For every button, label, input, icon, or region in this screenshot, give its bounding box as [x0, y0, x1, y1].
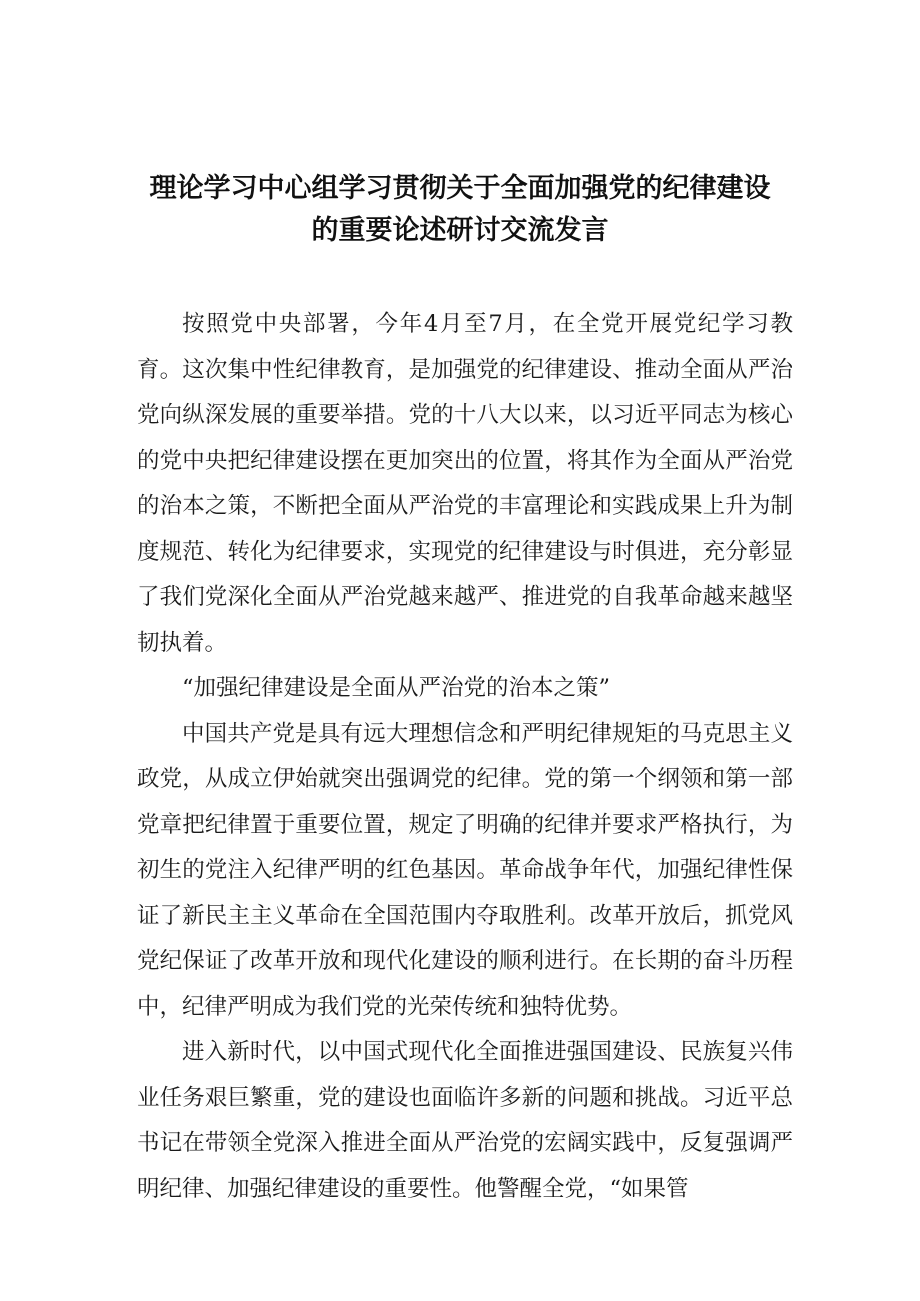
paragraph-new-era: 进入新时代，以中国式现代化全面推进强国建设、民族复兴伟业任务艰巨繁重，党的建设也面临许多新的问题和挑战。习近平总书记在带领全党深入推进全面从严治党的宏阔实践中，反复强调严明纪律、加强纪律建设的重要性。他警醒全党，“如果管: [137, 1039, 793, 1202]
title-line-2: 的重要论述研讨交流发言: [311, 215, 609, 246]
paragraph-history: 中国共产党是具有远大理想信念和严明纪律规矩的马克思主义政党，从成立伊始就突出强调党的纪律。党的第一个纲领和第一部党章把纪律置于重要位置，规定了明确的纪律并要求严格执行，为初生的党注入纪律严明的红色基因。革命战争年代，加强纪律性保证了新民主主义革命在全国范围内夺取胜利。改革开放后，抓党风党纪保证了改革开放和现代化建设的顺利进行。在长期的奋斗历程中，纪律严明成为我们党的光荣传统和独特优势。: [137, 720, 793, 1020]
paragraph-intro: 按照党中央部署，今年4月至7月，在全党开展党纪学习教育。这次集中性纪律教育，是加强党的纪律建设、推动全面从严治党向纵深发展的重要举措。党的十八大以来，以习近平同志为核心的党中央把纪律建设摆在更加突出的位置，将其作为全面从严治党的治本之策，不断把全面从严治党的丰富理论和实践成果上升为制度规范、转化为纪律要求，实现党的纪律建设与时俱进，充分彰显了我们党深化全面从严治党越来越严、推进党的自我革命越来越坚韧执着。: [137, 311, 793, 656]
document-title: [0, 168, 920, 252]
section-heading: “加强纪律建设是全面从严治党的治本之策”: [182, 675, 611, 701]
title-line-1: 理论学习中心组学习贯彻关于全面加强党的纪律建设: [149, 173, 771, 204]
document-body: [137, 302, 793, 1212]
